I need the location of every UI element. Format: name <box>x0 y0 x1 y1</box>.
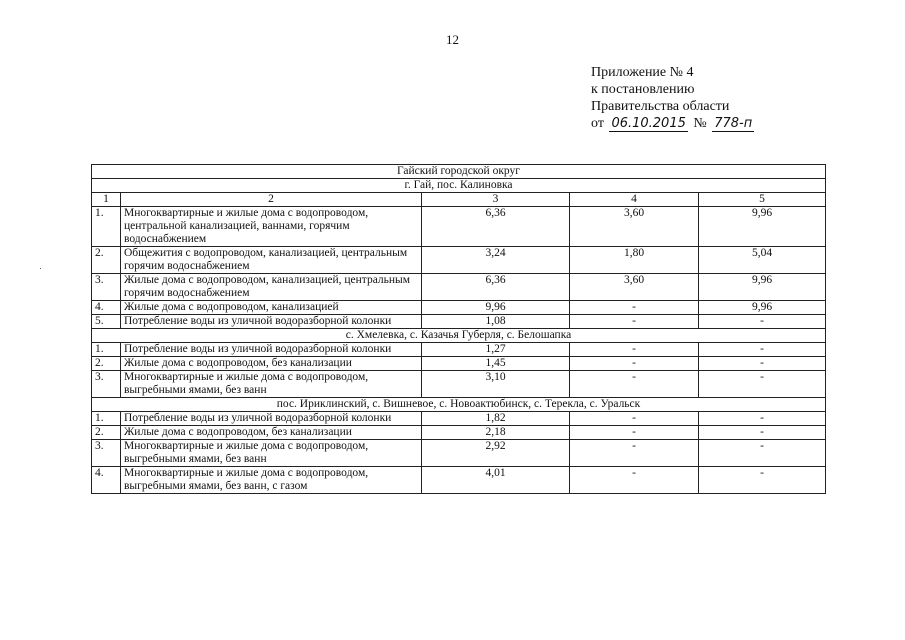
value-col-4: - <box>570 357 699 371</box>
row-number: 3. <box>92 274 121 301</box>
table-row <box>92 426 826 440</box>
value-col-4: - <box>570 426 699 440</box>
column-number: 1 <box>92 193 121 207</box>
table-row <box>92 440 826 467</box>
value-col-5: - <box>699 440 826 467</box>
row-number: 1. <box>92 343 121 357</box>
section-title: г. Гай, пос. Калиновка <box>92 179 826 193</box>
appendix-line-government: Правительства области <box>591 99 730 114</box>
table-row <box>92 371 826 398</box>
appendix-title: Приложение № 4 <box>591 65 694 80</box>
table-row <box>92 207 826 247</box>
value-col-5: - <box>699 412 826 426</box>
value-col-4: - <box>570 467 699 494</box>
row-description: Жилые дома с водопроводом, канализацией, центральным горячим водоснабжением <box>121 274 422 301</box>
value-col-4: - <box>570 371 699 398</box>
value-col-4: - <box>570 440 699 467</box>
value-col-3: 3,24 <box>422 247 570 274</box>
handwritten-number: 778-п <box>714 116 753 131</box>
value-col-3: 3,10 <box>422 371 570 398</box>
row-number: 1. <box>92 412 121 426</box>
number-sign: № <box>693 116 707 131</box>
value-col-3: 6,36 <box>422 207 570 247</box>
section-title: пос. Ириклинский, с. Вишневое, с. Новоактюбинск, с. Терекла, с. Уральск <box>92 398 826 412</box>
row-description: Многоквартирные и жилые дома с водопроводом, центральной канализацией, ваннами, горячим водоснабжением <box>121 207 422 247</box>
table-row <box>92 274 826 301</box>
value-col-3: 1,27 <box>422 343 570 357</box>
column-number: 3 <box>422 193 570 207</box>
value-col-4: - <box>570 343 699 357</box>
table-row <box>92 247 826 274</box>
value-col-4: 1,80 <box>570 247 699 274</box>
section-row <box>92 329 826 343</box>
appendix-block <box>591 64 756 132</box>
row-description: Жилые дома с водопроводом, без канализации <box>121 357 422 371</box>
row-description: Жилые дома с водопроводом, канализацией <box>121 301 422 315</box>
table-row <box>92 357 826 371</box>
section-row <box>92 398 826 412</box>
table-row <box>92 467 826 494</box>
row-description: Потребление воды из уличной водоразборной колонки <box>121 315 422 329</box>
value-col-5: - <box>699 467 826 494</box>
row-number: 2. <box>92 247 121 274</box>
section-row <box>92 179 826 193</box>
row-number: 3. <box>92 371 121 398</box>
column-number: 2 <box>121 193 422 207</box>
value-col-3: 2,18 <box>422 426 570 440</box>
row-description: Многоквартирные и жилые дома с водопроводом, выгребными ямами, без ванн, с газом <box>121 467 422 494</box>
value-col-4: - <box>570 315 699 329</box>
appendix-line-resolution: к постановлению <box>591 82 695 97</box>
column-number: 4 <box>570 193 699 207</box>
value-col-3: 9,96 <box>422 301 570 315</box>
row-number: 4. <box>92 467 121 494</box>
value-col-5: - <box>699 315 826 329</box>
column-number: 5 <box>699 193 826 207</box>
district-row <box>92 165 826 179</box>
row-number: 2. <box>92 357 121 371</box>
value-col-4: 3,60 <box>570 207 699 247</box>
value-col-5: 9,96 <box>699 301 826 315</box>
row-description: Жилые дома с водопроводом, без канализации <box>121 426 422 440</box>
row-number: 2. <box>92 426 121 440</box>
row-description: Многоквартирные и жилые дома с водопроводом, выгребными ямами, без ванн <box>121 371 422 398</box>
value-col-3: 1,82 <box>422 412 570 426</box>
appendix-date-line <box>591 115 756 132</box>
row-number: 5. <box>92 315 121 329</box>
value-col-5: - <box>699 371 826 398</box>
value-col-4: - <box>570 412 699 426</box>
page-number: 12 <box>446 32 459 47</box>
row-description: Многоквартирные и жилые дома с водопроводом, выгребными ямами, без ванн <box>121 440 422 467</box>
row-description: Потребление воды из уличной водоразборной колонки <box>121 412 422 426</box>
row-number: 1. <box>92 207 121 247</box>
row-description: Общежития с водопроводом, канализацией, центральным горячим водоснабжением <box>121 247 422 274</box>
table-body <box>92 165 826 494</box>
tariff-table <box>91 164 826 494</box>
value-col-3: 2,92 <box>422 440 570 467</box>
value-col-3: 6,36 <box>422 274 570 301</box>
value-col-5: 9,96 <box>699 207 826 247</box>
value-col-3: 1,08 <box>422 315 570 329</box>
value-col-4: 3,60 <box>570 274 699 301</box>
column-number-row <box>92 193 826 207</box>
row-number: 3. <box>92 440 121 467</box>
value-col-3: 4,01 <box>422 467 570 494</box>
value-col-5: 5,04 <box>699 247 826 274</box>
value-col-3: 1,45 <box>422 357 570 371</box>
value-col-5: 9,96 <box>699 274 826 301</box>
value-col-4: - <box>570 301 699 315</box>
table-row <box>92 412 826 426</box>
value-col-5: - <box>699 357 826 371</box>
table-row <box>92 315 826 329</box>
table-row <box>92 343 826 357</box>
value-col-5: - <box>699 426 826 440</box>
row-description: Потребление воды из уличной водоразборной колонки <box>121 343 422 357</box>
handwritten-date: 06.10.2015 <box>611 116 686 131</box>
value-col-5: - <box>699 343 826 357</box>
section-title: с. Хмелевка, с. Казачья Губерля, с. Белошапка <box>92 329 826 343</box>
row-number: 4. <box>92 301 121 315</box>
scan-speck <box>40 268 41 269</box>
date-prefix: от <box>591 116 604 131</box>
table-row <box>92 301 826 315</box>
district-title: Гайский городской округ <box>92 165 826 179</box>
